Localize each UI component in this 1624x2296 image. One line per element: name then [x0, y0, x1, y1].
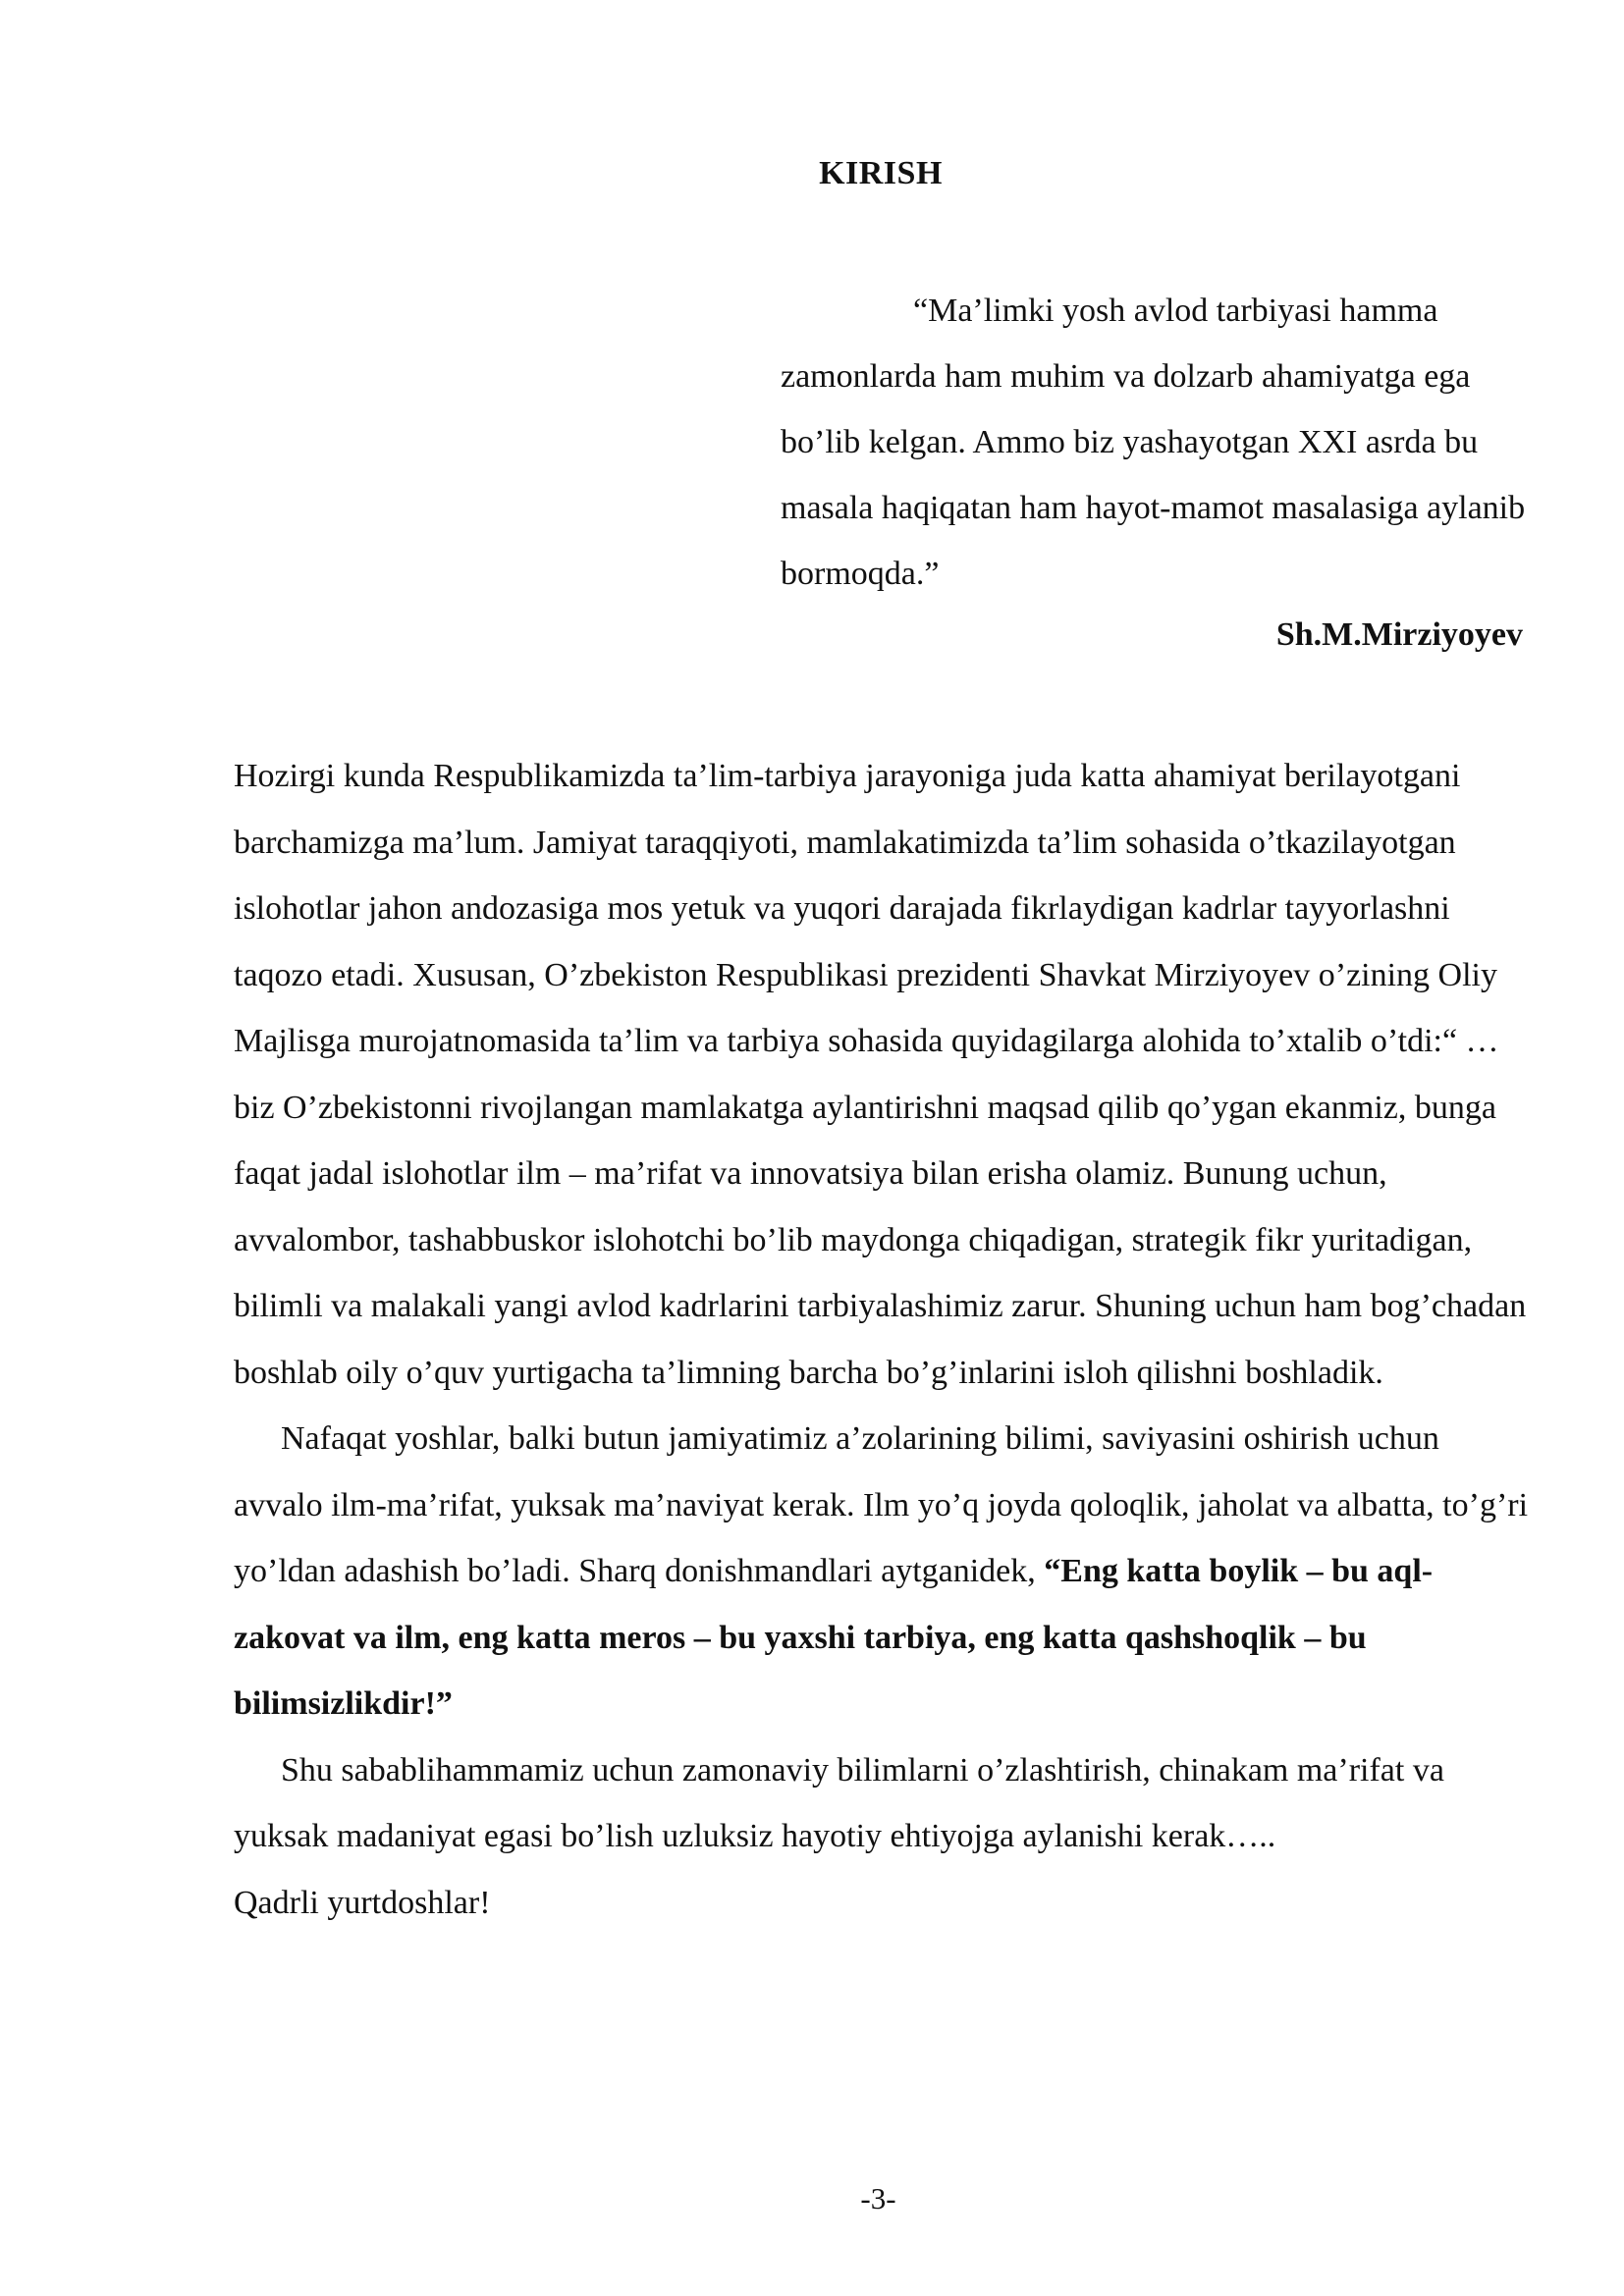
body-text [234, 743, 1530, 1936]
page-number: -3- [860, 2181, 896, 2216]
paragraph-2-text: Nafaqat yoshlar, balki butun jamiyatimiz a’zolarining bilimi, saviyasini oshirish uchun avvalo ilm-ma’rifat, yuksak ma’naviyat kerak. Ilm yo’q joyda qoloqlik, jaholat va albatta, to’g’ri yo’ldan adashish bo’ladi. Sharq donishmandlari aytganidek, [234, 1420, 1529, 1589]
paragraph-4: Qadrli yurtdoshlar! [234, 1884, 491, 1921]
paragraph-2-bold-quote: “Eng katta boylik – bu aql-zakovat va ilm, eng katta meros – bu yaxshi tarbiya, eng katta qashshoqlik – bu bilimsizlikdir!” [234, 1553, 1434, 1722]
epigraph [781, 278, 1527, 607]
paragraph-1: Hozirgi kunda Respublikamizda ta’lim-tarbiya jarayoniga juda katta ahamiyat berilayotgani barchamizga ma’lum. Jamiyat taraqqiyoti, mamlakatimizda ta’lim sohasida o’tkazilayotgan islohotlar jahon andozasiga mos yetuk va yuqori darajada fikrlaydigan kadrlar tayyorlashni taqozo etadi. Xususan, O’zbekiston Respublikasi prezidenti Shavkat Mirziyoyev o’zining Oliy Majlisga murojatnomasida ta’lim va tarbiya sohasida quyidagilarga alohida to’xtalib o’tdi:“ … biz O’zbekistonni rivojlangan mamlakatga aylantirishni maqsad qilib qo’ygan ekanmiz, bunga faqat jadal islohotlar ilm – ma’rifat va innovatsiya bilan erisha olamiz. Bunung uchun, avvalombor, tashabbuskor islohotchi bo’lib maydonga chiqadigan, strategik fikr yuritadigan, bilimli va malakali yangi avlod kadrlarini tarbiyalashimiz zarur. Shuning uchun ham bog’chadan boshlab oily o’quv yurtigacha ta’limning barcha bo’g’inlarini isloh qilishni boshladik. [234, 758, 1527, 1391]
paragraph-3: Shu sabablihammamiz uchun zamonaviy bilimlarni o’zlashtirish, chinakam ma’rifat va yuksak madaniyat egasi bo’lish uzluksiz hayotiy ehtiyojga aylanishi kerak….. [234, 1751, 1444, 1854]
section-title: KIRISH [819, 155, 943, 191]
epigraph-quote: “Ma’limki yosh avlod tarbiyasi hamma zamonlarda ham muhim va dolzarb ahamiyatga ega bo’lib kelgan. Ammo biz yashayotgan XXI asrda bu masala haqiqatan ham hayot-mamot masalasiga aylanib bormoqda.” [781, 293, 1526, 592]
epigraph-author: Sh.M.Mirziyoyev [1275, 616, 1523, 653]
paragraph-2 [234, 1406, 1530, 1737]
